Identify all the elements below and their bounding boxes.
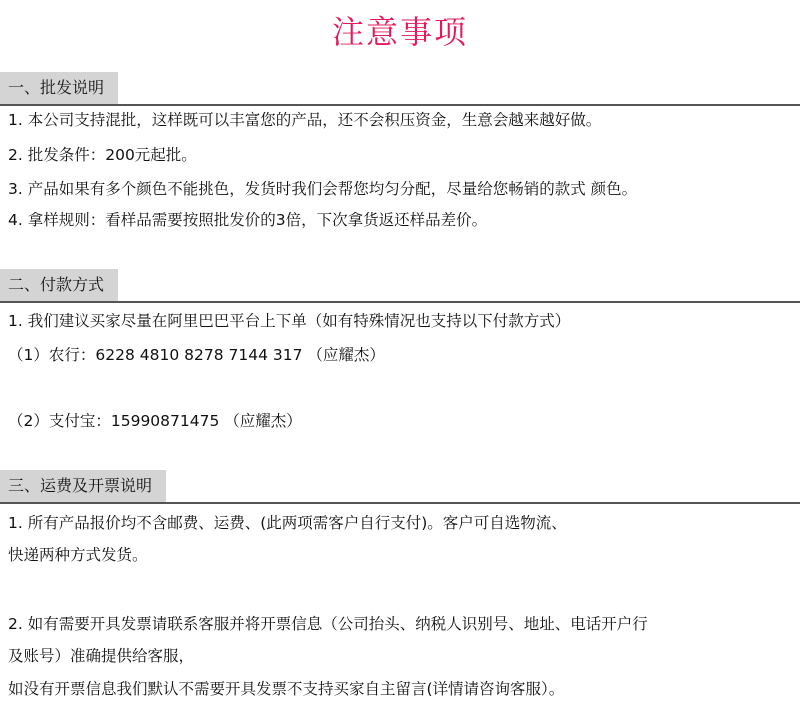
text-line: 及账号）准确提供给客服， xyxy=(8,647,195,665)
text-line: 快递两种方式发货。 xyxy=(8,546,148,564)
section-payment xyxy=(0,269,800,303)
text-line: 1. 我们建议买家尽量在阿里巴巴平台上下单（如有特殊情况也支持以下付款方式） xyxy=(8,312,571,330)
text-line: （1）农行：6228 4810 8278 7144 317 （应耀杰） xyxy=(8,346,385,364)
text-line: 2. 批发条件：200元起批。 xyxy=(8,146,197,164)
page-title: 注意事项 xyxy=(331,13,468,51)
section-shipping-invoice xyxy=(0,470,800,504)
section-underline xyxy=(0,72,800,106)
section-heading: 三、运费及开票说明 xyxy=(0,470,166,502)
section-header xyxy=(0,269,800,303)
text-line: 3. 产品如果有多个颜色不能挑色，发货时我们会帮您均匀分配，尽量给您畅销的款式 颜色。 xyxy=(8,180,638,198)
section-header xyxy=(0,470,800,504)
text-line: 1. 本公司支持混批，这样既可以丰富您的产品，还不会积压资金，生意会越来越好做。 xyxy=(8,111,602,129)
text-line: （2）支付宝：15990871475 （应耀杰） xyxy=(8,412,302,430)
text-line: 1. 所有产品报价均不含邮费、运费、(此两项需客户自行支付)。客户可自选物流、 xyxy=(8,514,567,532)
section-underline xyxy=(0,269,800,303)
section-heading: 二、付款方式 xyxy=(0,269,118,301)
section-heading: 一、批发说明 xyxy=(0,72,118,104)
text-line: 如没有开票信息我们默认不需要开具发票不支持买家自主留言(详情请咨询客服）。 xyxy=(8,680,565,698)
text-line: 4. 拿样规则：看样品需要按照批发价的3倍，下次拿货返还样品差价。 xyxy=(8,211,488,229)
text-line: 2. 如有需要开具发票请联系客服并将开票信息（公司抬头、纳税人识别号、地址、电话开户行 xyxy=(8,615,648,633)
section-header xyxy=(0,72,800,106)
section-wholesale xyxy=(0,72,800,106)
